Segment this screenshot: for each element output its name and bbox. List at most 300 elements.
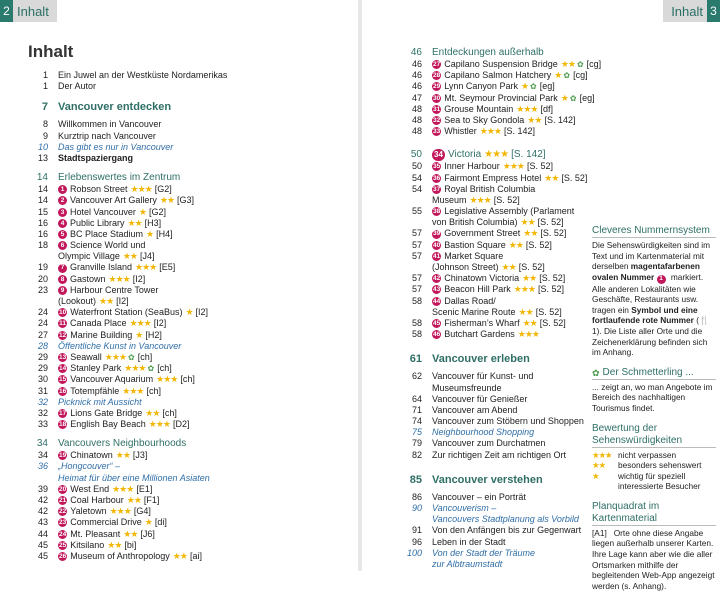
rating-heading-line1: Bewertung der — [592, 422, 658, 434]
numbering-text-bold-1: magentafarbenen ovalen Nummer — [592, 261, 700, 282]
entry-title: Vancouvers Stadtplanung als Vorbild — [432, 514, 579, 525]
entry-title: Vancouver verstehen — [432, 473, 543, 486]
page-number: 57 — [411, 273, 422, 284]
entry-text — [432, 307, 587, 318]
toc-entry[interactable] — [402, 195, 587, 206]
sight-number-badge: 17 — [59, 409, 67, 417]
toc-entry[interactable] — [28, 450, 350, 461]
sight-number-badge: 10 — [59, 309, 67, 317]
sight-number-badge: 39 — [433, 230, 441, 238]
entry-text — [58, 484, 350, 495]
entry-text — [58, 100, 350, 114]
entry-title: Harbour Centre Tower — [70, 284, 159, 295]
page-number: 20 — [37, 273, 48, 284]
toc-entry[interactable] — [28, 408, 350, 419]
map-grid-reference: [F1] — [143, 495, 160, 505]
page-number — [402, 217, 432, 228]
map-grid-reference: [ch] — [180, 374, 195, 385]
toc-entry[interactable] — [402, 394, 587, 405]
entry-text — [58, 240, 350, 251]
toc-entry[interactable] — [402, 217, 587, 228]
toc-entry[interactable] — [28, 529, 350, 540]
toc-entry[interactable] — [28, 274, 350, 285]
sight-number-badge: 43 — [433, 286, 441, 294]
page-number: 58 — [411, 317, 422, 328]
butterfly-icon: ✿ — [530, 82, 537, 92]
entry-text — [58, 142, 350, 153]
page-number: 82 — [411, 449, 422, 460]
rating-stars-icon: ★★★ — [130, 184, 152, 195]
entry-text — [58, 229, 350, 240]
page-number: 16 — [37, 217, 48, 228]
rating-stars-icon: ★★ — [501, 262, 516, 272]
rating-item — [592, 460, 716, 471]
butterfly-info — [592, 367, 716, 414]
toc-section-heading[interactable] — [402, 473, 587, 487]
toc-entry[interactable] — [402, 537, 587, 548]
map-grid-reference: [S. 52] — [561, 172, 588, 183]
sight-number-badge: 12 — [59, 331, 67, 339]
map-grid-reference: [bi] — [124, 539, 137, 550]
entry-title: Olympic Village — [58, 251, 120, 262]
toc-feature-entry[interactable] — [28, 142, 350, 153]
page-number: 57 — [411, 228, 422, 239]
sight-number-badge: 44 — [433, 297, 441, 305]
map-grid-reference: [I2] — [116, 296, 129, 306]
entry-title: Victoria — [448, 149, 482, 161]
toc-entry[interactable] — [402, 206, 587, 217]
toc-entry[interactable] — [402, 383, 587, 394]
toc-entry[interactable] — [402, 296, 587, 307]
map-grid-reference: [cg] — [573, 70, 588, 81]
butterfly-heading — [592, 367, 716, 380]
butterfly-icon: ✿ — [576, 60, 584, 69]
toc-subheading[interactable] — [402, 149, 587, 161]
toc-entry[interactable] — [402, 416, 587, 427]
map-grid-reference: [S. 142] — [511, 149, 546, 161]
toc-entry[interactable] — [28, 131, 350, 142]
entry-title: Erlebenswertes im Zentrum — [58, 172, 181, 184]
toc-entry[interactable] — [402, 92, 595, 104]
toc-entry[interactable] — [28, 70, 350, 81]
toc-entry[interactable] — [402, 126, 587, 137]
toc-entry[interactable] — [28, 81, 350, 92]
toc-feature-entry[interactable] — [402, 503, 587, 514]
page-title: Inhalt — [28, 42, 74, 61]
toc-section-heading[interactable] — [402, 352, 587, 366]
rating-stars-icon: ★ — [138, 206, 146, 217]
entry-text — [432, 296, 587, 307]
entry-text — [432, 273, 587, 284]
entry-text — [432, 405, 587, 416]
entry-text — [432, 371, 587, 382]
map-grid-reference: [I2] — [195, 307, 209, 318]
page-number: 45 — [37, 550, 48, 561]
page-number: 39 — [37, 483, 48, 494]
map-grid-reference: [G2] — [148, 206, 166, 217]
sight-number-badge: 41 — [433, 252, 441, 260]
map-grid-reference: [H3] — [144, 217, 162, 228]
toc-entry[interactable] — [402, 104, 587, 115]
toc-entry[interactable] — [28, 363, 350, 374]
rating-label: wichtig für speziell interessierte Besucher — [618, 470, 701, 492]
entry-text — [58, 274, 350, 285]
entry-text — [432, 70, 588, 81]
page-number: 7 — [41, 101, 48, 114]
rating-stars-icon: ★★ — [115, 450, 130, 461]
toc-entry[interactable] — [402, 115, 587, 126]
sight-number-badge: 36 — [433, 174, 441, 182]
toc-entry[interactable] — [28, 517, 350, 528]
entry-title: Beacon Hill Park — [444, 284, 511, 295]
rating-stars-icon: ★★★ — [513, 284, 535, 295]
page-number — [402, 559, 432, 570]
entry-text — [58, 540, 350, 551]
toc-entry[interactable] — [28, 251, 350, 262]
page-number — [402, 195, 432, 206]
entry-text — [432, 240, 587, 251]
map-grid-reference: [G4] — [133, 506, 151, 517]
rating-stars-icon: ★★★ — [135, 262, 157, 273]
toc-entry[interactable] — [402, 329, 587, 340]
toc-entry[interactable] — [402, 251, 587, 262]
rating-stars-icon: ★ — [185, 307, 193, 318]
entry-text — [58, 495, 350, 506]
map-grid-reference: [S. 52] — [537, 284, 564, 295]
sight-number-badge: 35 — [433, 163, 441, 171]
legend-sidebar — [592, 225, 716, 600]
butterfly-icon: ✿ — [127, 352, 135, 362]
toc-subheading[interactable] — [28, 438, 350, 450]
toc-entry[interactable] — [28, 285, 350, 296]
toc-entry[interactable] — [402, 81, 587, 92]
toc-entry[interactable] — [28, 495, 350, 506]
entry-text — [58, 408, 350, 419]
entry-title: Public Library — [70, 217, 125, 228]
page-number: 29 — [37, 351, 48, 362]
numbering-info — [592, 225, 716, 358]
entry-text — [432, 228, 587, 239]
sight-number-badge: 46 — [433, 331, 441, 339]
toc-entry[interactable] — [28, 419, 350, 430]
map-grid-reference: [cg] — [586, 59, 602, 69]
sight-number-badge: 14 — [59, 365, 67, 373]
entry-title: Lynn Canyon Park — [444, 81, 518, 92]
toc-entry[interactable] — [28, 307, 350, 318]
entry-text — [58, 551, 350, 562]
toc-entry[interactable] — [28, 484, 350, 495]
toc-entry[interactable] — [28, 352, 350, 363]
toc-entry[interactable] — [28, 218, 350, 229]
entry-text — [58, 330, 350, 341]
page-number: 14 — [37, 195, 48, 206]
toc-entry[interactable] — [28, 386, 350, 397]
toc-feature-entry[interactable] — [28, 341, 350, 352]
page-number: 62 — [411, 371, 422, 382]
map-grid-reference: [S. 52] — [539, 317, 566, 328]
rating-label: besonders sehenswert — [618, 460, 702, 471]
entry-text — [432, 318, 587, 329]
entry-title: Heimat für über eine Millionen Asiaten — [58, 472, 210, 483]
toc-entry[interactable] — [28, 296, 350, 307]
page-number — [402, 514, 432, 525]
page-number: 86 — [411, 491, 422, 502]
toc-feature-entry[interactable] — [28, 473, 350, 484]
entry-title: West End — [70, 483, 110, 494]
page-number — [402, 262, 432, 273]
toc-entry[interactable] — [28, 318, 350, 329]
toc-entry[interactable] — [28, 506, 350, 517]
entry-text — [432, 149, 587, 161]
toc-entry[interactable] — [28, 184, 350, 195]
toc-section-heading[interactable] — [28, 100, 350, 114]
entry-title: Capilano Suspension Bridge — [444, 59, 558, 69]
rating-stars-icon: ★★★ — [479, 126, 501, 137]
toc-feature-entry[interactable] — [28, 397, 350, 408]
entry-title: Coal Harbour — [70, 495, 124, 505]
toc-entry[interactable] — [402, 371, 587, 382]
toc-entry[interactable] — [28, 195, 350, 206]
rating-stars-icon: ★★★ — [122, 385, 144, 396]
rating-stars-icon: ★★★ — [592, 449, 612, 460]
spacer — [28, 164, 350, 172]
map-grid-reference: [S. 52] — [518, 262, 545, 272]
map-grid-reference: [S. 142] — [544, 114, 576, 125]
toc-entry[interactable] — [28, 262, 350, 273]
numbering-text-3: . Die Liste aller Orte und die Zeichenerklärung befinden sich im Anhang. — [592, 325, 708, 358]
toc-entry[interactable] — [402, 184, 587, 195]
toc-entry[interactable] — [402, 525, 587, 536]
entry-text — [58, 81, 350, 92]
toc-feature-entry[interactable] — [402, 548, 587, 559]
entry-title: Scenic Marine Route — [432, 306, 516, 317]
entry-title: Von den Anfängen bis zur Gegenwart — [432, 525, 582, 536]
page-number: 32 — [37, 407, 48, 418]
sight-number-badge: 5 — [58, 230, 67, 239]
entry-title: Kitsilano — [70, 539, 105, 550]
toc-subheading[interactable] — [402, 47, 587, 59]
entry-title: Zur richtigen Zeit am richtigen Ort — [432, 449, 567, 460]
entry-text — [432, 104, 587, 115]
toc-entry[interactable] — [28, 240, 350, 251]
entry-title: Öffentliche Kunst in Vancouver — [58, 340, 182, 351]
entry-text — [432, 251, 587, 262]
toc-entry[interactable] — [402, 173, 587, 184]
toc-entry[interactable] — [402, 262, 587, 273]
entry-text — [58, 506, 350, 517]
rating-stars-icon: ★ — [144, 517, 152, 528]
toc-feature-entry[interactable] — [402, 427, 587, 438]
header-tab-right — [663, 0, 720, 22]
page-number — [28, 251, 58, 262]
page-number: 57 — [411, 284, 422, 295]
page-number: 13 — [37, 152, 48, 163]
rating-stars-icon: ★★ — [527, 114, 542, 125]
rating-stars-icon: ★★★ — [517, 329, 539, 340]
toc-entry[interactable] — [28, 330, 350, 341]
toc-entry[interactable] — [402, 405, 587, 416]
entry-text — [58, 251, 350, 262]
toc-entry[interactable] — [402, 450, 587, 461]
page-number: 54 — [411, 183, 422, 194]
page-number — [28, 473, 58, 484]
entry-text — [58, 218, 350, 229]
rating-item — [592, 471, 716, 492]
page-number: 16 — [37, 228, 48, 239]
sight-number-badge: 15 — [59, 376, 67, 384]
entry-text — [432, 59, 601, 70]
map-grid-reference: [E5] — [159, 262, 176, 273]
entry-text — [432, 47, 587, 59]
entry-text — [58, 473, 350, 484]
entry-title: Ein Juwel an der Westküste Nordamerikas — [58, 70, 228, 80]
map-grid-reference: [J6] — [140, 528, 155, 539]
map-grid-reference: [H2] — [145, 329, 162, 340]
entry-text — [432, 548, 587, 559]
entry-text — [58, 207, 350, 218]
entry-title: (Johnson Street) — [432, 262, 499, 272]
rating-stars-icon: ★★★ — [109, 506, 131, 517]
numbering-heading: Cleveres Nummernsystem — [592, 225, 716, 238]
entry-title: Mt. Pleasant — [70, 528, 121, 539]
entry-title: Vancouver Aquarium — [70, 374, 154, 385]
entry-title: Vancouver zum Stöbern und Shoppen — [432, 416, 584, 427]
toc-feature-entry[interactable] — [28, 461, 350, 472]
sight-number-badge: 33 — [433, 128, 441, 136]
sight-number-badge: 11 — [59, 320, 66, 328]
entry-title: Vancouvers Neighbourhoods — [58, 438, 187, 450]
toc-entry[interactable] — [28, 207, 350, 218]
page-number: 42 — [37, 495, 48, 505]
page-number: 48 — [411, 114, 422, 125]
sight-number-badge: 19 — [59, 452, 67, 460]
entry-text — [432, 559, 587, 570]
toc-entry[interactable] — [402, 59, 602, 70]
sight-number-badge: 2 — [58, 196, 67, 205]
entry-text — [58, 461, 350, 472]
toc-entry[interactable] — [402, 284, 587, 295]
rating-stars-icon: ★ — [560, 92, 568, 103]
entry-title: Vancouver entdecken — [58, 101, 172, 114]
entry-text — [432, 537, 587, 548]
sight-number-badge: 7 — [58, 264, 67, 273]
entry-text — [432, 217, 587, 228]
page-number: 24 — [37, 307, 48, 318]
toc-entry[interactable] — [28, 119, 350, 130]
spacer — [402, 461, 587, 473]
sight-number-badge: 21 — [59, 497, 67, 504]
toc-entry[interactable] — [402, 70, 587, 81]
sight-number-badge: 37 — [433, 185, 441, 193]
grid-heading: Planquadrat im Kartenmaterial — [592, 501, 716, 526]
grid-info — [592, 501, 716, 592]
page-number — [402, 383, 432, 394]
page-gutter — [358, 0, 362, 571]
spacer — [402, 137, 587, 149]
page-number: 61 — [409, 353, 422, 366]
numbering-text-2: markiert. Alle anderen Lokalitäten wie Geschäfte, Restaurants usw. tragen ein — [592, 271, 704, 315]
toc-left-column — [28, 70, 350, 562]
map-grid-reference: [I2] — [153, 318, 167, 329]
toc-entry[interactable] — [402, 492, 587, 503]
page-number: 34 — [36, 438, 48, 450]
toc-entry[interactable] — [28, 374, 350, 385]
entry-text — [58, 195, 350, 206]
toc-entry[interactable] — [402, 307, 587, 318]
entry-text — [58, 363, 350, 374]
page-number: 100 — [406, 547, 422, 558]
entry-text — [432, 184, 587, 195]
toc-entry[interactable] — [402, 438, 587, 449]
toc-feature-entry[interactable] — [402, 514, 587, 525]
toc-feature-entry[interactable] — [402, 559, 587, 570]
butterfly-icon: ✿ — [592, 367, 600, 378]
entry-title: „Hongcouver“ – — [58, 461, 121, 472]
entry-text — [432, 525, 587, 536]
rating-stars-icon: ★★★ — [502, 161, 524, 172]
grid-code: [A1] — [592, 527, 607, 538]
entry-title: Chinatown — [70, 450, 113, 461]
rating-stars-icon: ★★★ — [148, 419, 170, 430]
toc-entry[interactable] — [28, 229, 350, 240]
entry-text — [58, 262, 350, 273]
page-number: 46 — [410, 47, 422, 58]
entry-title: Willkommen in Vancouver — [58, 119, 162, 130]
entry-title: Government Street — [444, 228, 521, 239]
entry-text — [58, 285, 350, 296]
entry-title: Lions Gate Bridge — [70, 407, 143, 418]
rating-heading-line2: Sehenswürdigkeiten — [592, 434, 683, 446]
toc-entry[interactable] — [28, 551, 350, 562]
rating-stars-icon: ★★★ — [484, 149, 509, 161]
page-number: 71 — [411, 404, 422, 415]
rating-stars-icon: ★★ — [520, 217, 535, 228]
toc-entry[interactable] — [402, 161, 587, 172]
toc-entry[interactable] — [402, 318, 587, 329]
grid-text — [592, 528, 716, 592]
map-grid-reference: [S. 52] — [537, 217, 564, 228]
toc-entry[interactable] — [28, 540, 350, 551]
entry-title: Entdeckungen außerhalb — [432, 47, 544, 58]
toc-subheading[interactable] — [28, 172, 350, 184]
sight-number-badge: 27 — [433, 61, 441, 68]
entry-title: Canada Place — [70, 318, 127, 329]
toc-entry[interactable] — [402, 273, 587, 284]
entry-text — [432, 450, 587, 461]
entry-title: BC Place Stadium — [70, 228, 144, 239]
toc-entry[interactable] — [402, 240, 587, 251]
entry-text — [432, 206, 587, 217]
sight-number-badge: 28 — [433, 72, 441, 80]
page-number: 74 — [411, 416, 422, 427]
entry-text — [432, 173, 587, 184]
page-number: 1 — [42, 70, 48, 80]
toc-entry[interactable] — [28, 153, 350, 164]
entry-text — [58, 131, 350, 142]
toc-entry[interactable] — [402, 228, 587, 239]
entry-title: zur Albtraumstadt — [432, 558, 503, 569]
map-grid-reference: [I2] — [132, 273, 146, 284]
map-grid-reference: [J3] — [132, 450, 148, 461]
entry-title: Museum of Anthropology — [70, 550, 170, 561]
sight-number-badge: 4 — [58, 219, 67, 228]
rating-stars-icon: ★★★ — [469, 194, 491, 205]
page-number: 58 — [411, 295, 422, 306]
numbering-text-bold-2: Symbol und eine fortlaufende rote Nummer — [592, 304, 698, 326]
entry-title: Yaletown — [70, 506, 107, 517]
map-grid-reference: [E1] — [136, 483, 153, 494]
entry-text — [58, 397, 350, 408]
